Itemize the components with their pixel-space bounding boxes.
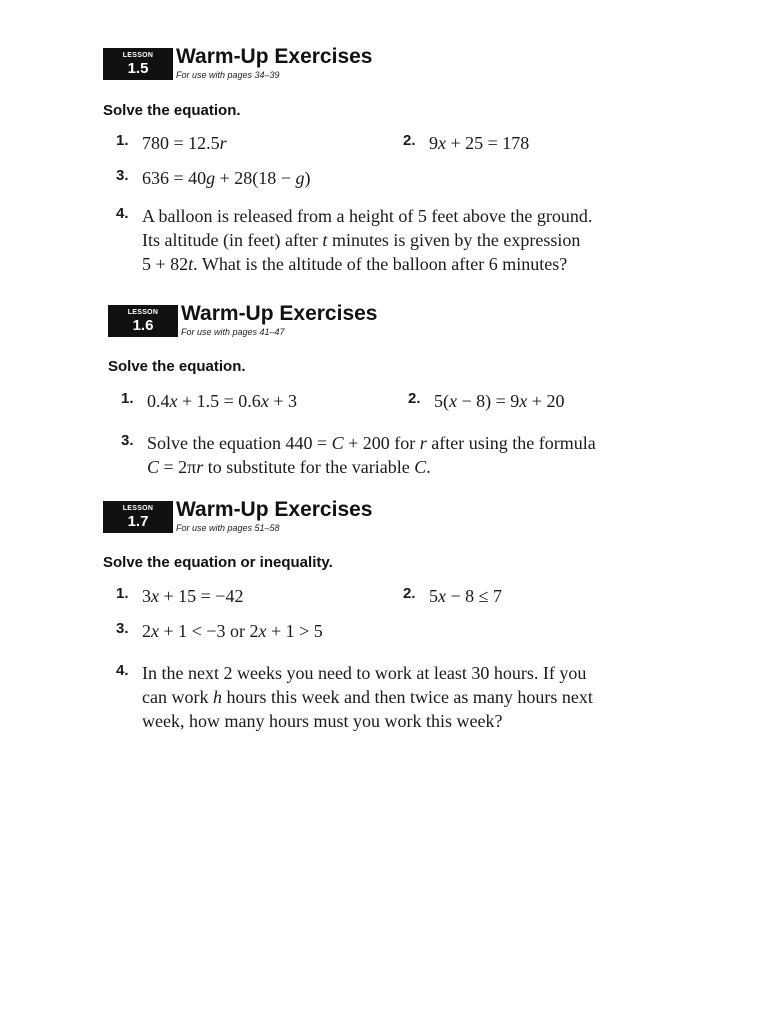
problem-text-line-2: Its altitude (in feet) after t minutes is given by the expression <box>142 230 581 250</box>
problem-text-line-2: can work h hours this week and then twice as many hours next <box>142 687 593 707</box>
instruction: Solve the equation. <box>103 102 241 119</box>
problem-number: 3. <box>121 432 134 449</box>
lesson-badge <box>108 305 178 337</box>
problem-text: 636 = 40g + 28(18 − g) <box>142 168 311 188</box>
problem-text: 780 = 12.5r <box>142 133 227 153</box>
lesson-badge <box>103 48 173 80</box>
problem-number: 3. <box>116 620 129 637</box>
lesson-badge <box>103 501 173 533</box>
lesson-number: 1.6 <box>132 317 154 334</box>
section-subtitle: For use with pages 51–58 <box>176 523 280 533</box>
section-title: Warm-Up Exercises <box>176 498 373 521</box>
problem-number: 4. <box>116 205 129 222</box>
problem-text-line-1: A balloon is released from a height of 5 feet above the ground. <box>142 206 593 226</box>
problem-number: 2. <box>403 585 416 602</box>
section-subtitle: For use with pages 41–47 <box>181 327 285 337</box>
problem-number: 1. <box>116 132 129 149</box>
problem-number: 1. <box>121 390 134 407</box>
lesson-label: LESSON <box>122 505 154 512</box>
instruction: Solve the equation. <box>108 358 246 375</box>
problem-text-line-1: Solve the equation 440 = C + 200 for r after using the formula <box>147 433 596 453</box>
problem-text: 5x − 8 ≤ 7 <box>429 586 503 606</box>
problem-text-line-2: C = 2πr to substitute for the variable C. <box>147 457 431 477</box>
section-subtitle: For use with pages 34–39 <box>176 70 280 80</box>
lesson-label: LESSON <box>127 309 159 316</box>
problem-text: 2x + 1 < −3 or 2x + 1 > 5 <box>142 621 323 641</box>
problem-text: 9x + 25 = 178 <box>429 133 530 153</box>
section-title: Warm-Up Exercises <box>181 302 378 325</box>
problem-text-line-1: In the next 2 weeks you need to work at least 30 hours. If you <box>142 663 587 683</box>
section-title: Warm-Up Exercises <box>176 45 373 68</box>
problem-text-line-3: week, how many hours must you work this week? <box>142 711 503 731</box>
problem-number: 1. <box>116 585 129 602</box>
instruction: Solve the equation or inequality. <box>103 554 333 571</box>
lesson-number: 1.7 <box>127 513 149 530</box>
lesson-number: 1.5 <box>127 60 149 77</box>
problem-text: 3x + 15 = −42 <box>142 586 244 606</box>
problem-text: 0.4x + 1.5 = 0.6x + 3 <box>147 391 297 411</box>
problem-number: 4. <box>116 662 129 679</box>
problem-number: 2. <box>408 390 421 407</box>
lesson-label: LESSON <box>122 52 154 59</box>
problem-text: 5(x − 8) = 9x + 20 <box>434 391 565 411</box>
problem-number: 2. <box>403 132 416 149</box>
problem-number: 3. <box>116 167 129 184</box>
problem-text-line-3: 5 + 82t. What is the altitude of the balloon after 6 minutes? <box>142 254 568 274</box>
